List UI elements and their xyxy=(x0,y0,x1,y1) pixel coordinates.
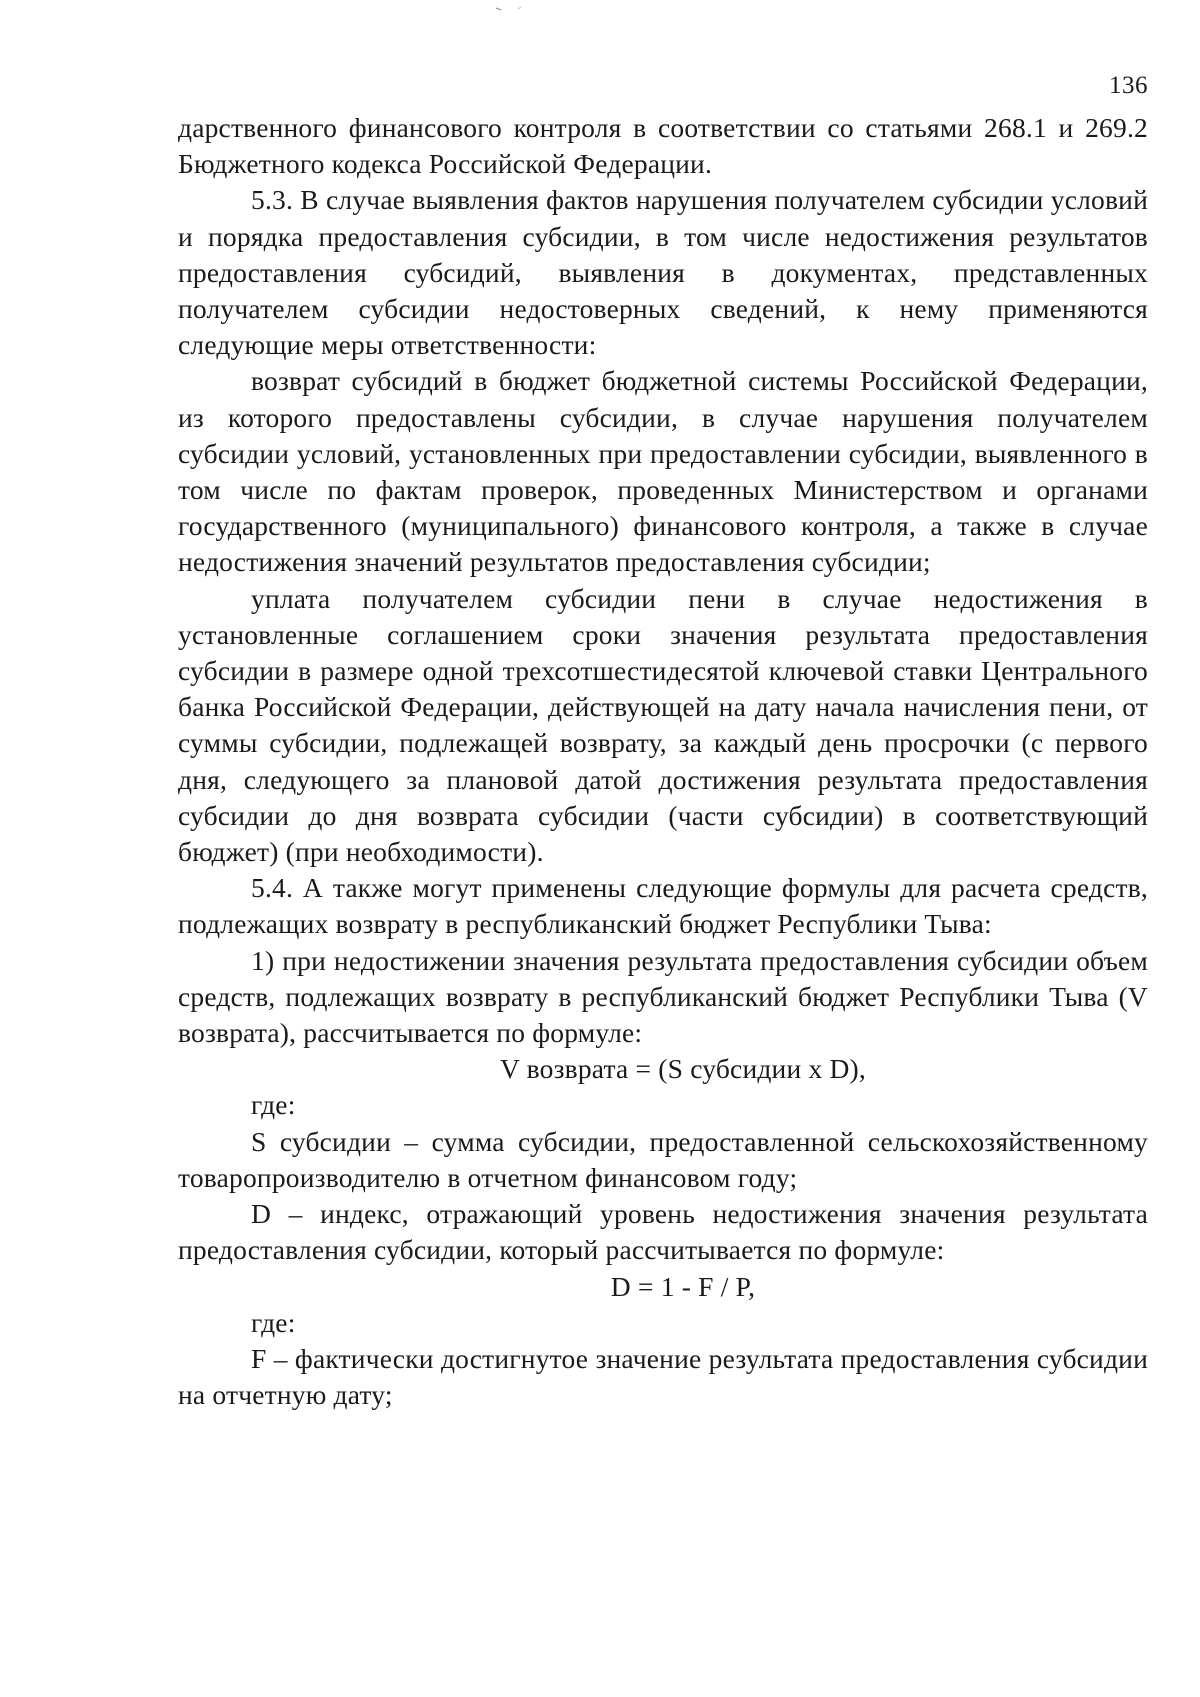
document-body xyxy=(178,110,1148,1413)
paragraph-5-4: 5.4. А также могут применены следующие формулы для расчета средств, подлежащих возврату в республиканский бюджет Республики Тыва: xyxy=(178,872,1148,940)
paragraph-penalty: уплата получателем субсидии пени в случае недостижения в установленные соглашением сроки значения результата предоставления субсидии в размере одной трехсотшестидесятой ключевой ставки Центрального банка Российской Федерации, действующей на дату начала начисления пени, от суммы субсидии, подлежащей возврату, за каждый день просрочки (с первого дня, следующего за плановой датой достижения результата предоставления субсидии до дня возврата субсидии (части субсидии) в соответствующий бюджет) (при необходимости). xyxy=(178,582,1148,868)
paragraph-continuation: дарственного финансового контроля в соответствии со статьями 268.1 и 269.2 Бюджетного кодекса Российской Федерации. xyxy=(178,112,1148,180)
where-label-2: где: xyxy=(251,1306,296,1338)
definition-s: S субсидии – сумма субсидии, предоставленной сельскохозяйственному товаропроизводителю в отчетном финансовом году; xyxy=(178,1125,1148,1193)
paragraph-refund: возврат субсидий в бюджет бюджетной системы Российской Федерации, из которого предоставлены субсидии, в случае нарушения получателем субсидии условий, установленных при предоставлении субсидии, выявленного в том числе по фактам проверок, проведенных Министерством и органами государственного (муниципального) финансового контроля, а также в случае недостижения значений результатов предоставления субсидии; xyxy=(178,365,1148,578)
page-number: 136 xyxy=(1109,72,1148,99)
definition-d: D – индекс, отражающий уровень недостижения значения результата предоставления субсидии, который рассчитывается по формуле: xyxy=(178,1198,1148,1266)
formula-index-d: D = 1 - F / P, xyxy=(610,1270,756,1302)
scan-artifact xyxy=(490,0,530,8)
paragraph-5-3: 5.3. В случае выявления фактов нарушения получателем субсидии условий и порядка предоставления субсидии, в том числе недостижения результатов предоставления субсидий, выявления в документах, представленных получателем субсидии недостоверных сведений, к нему применяются следующие меры ответственности: xyxy=(178,184,1148,361)
formula-refund-volume: V возврата = (S субсидии x D), xyxy=(500,1053,866,1085)
paragraph-item-1: 1) при недостижении значения результата предоставления субсидии объем средств, подлежащих возврату в республиканский бюджет Республики Тыва (V возврата), рассчитывается по формуле: xyxy=(178,944,1148,1049)
definition-f: F – фактически достигнутое значение результата предоставления субсидии на отчетную дату; xyxy=(178,1342,1148,1411)
where-label-1: где: xyxy=(251,1089,296,1121)
